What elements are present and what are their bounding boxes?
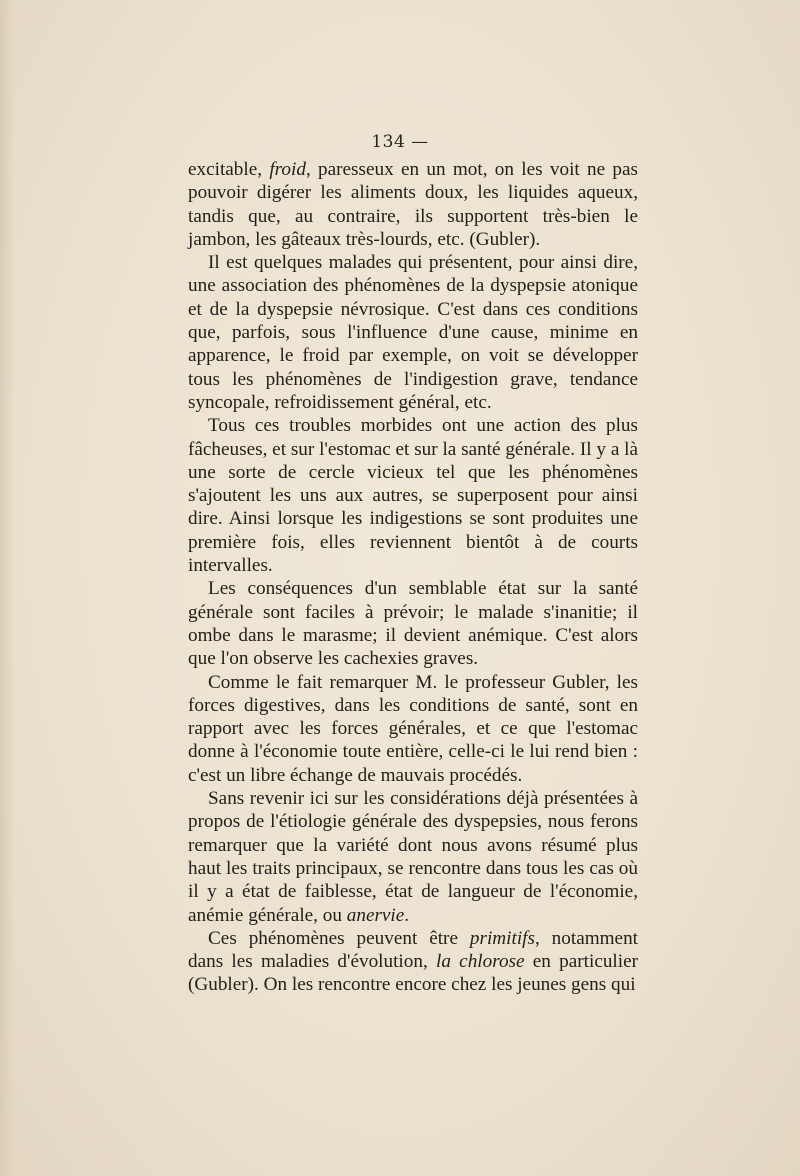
paragraph-1 — [188, 158, 638, 251]
text-segment: excitable, — [188, 159, 270, 180]
text-segment: Il est quelques malades qui présentent, pour ainsi dire, une association des phénomènes de la dyspepsie atonique et de la dyspepsie névrosique. C'est dans ces conditions que, parfois, sous l'influence d'une cause, minime en apparence, le froid par exemple, on voit se développer tous les phénomènes de l'indigestion grave, tendance syncopale, refroidissement général, etc. — [188, 252, 638, 413]
paragraph-4 — [188, 577, 638, 670]
italic-text: anervie — [346, 904, 405, 926]
text-segment: . — [404, 904, 410, 926]
text-segment: , paresseux en un mot, on les voit ne pas pouvoir digérer les aliments doux, les liquides aqueux, tandis que, au contraire, ils supportent très-bien le jambon, les gâteaux très-lourds, etc. (Gubler). — [188, 159, 639, 250]
page-number: 134 — — [371, 132, 429, 152]
paragraph-6 — [188, 787, 638, 927]
text-segment: en particulier (Gubler). On les rencontre encore chez les jeunes gens qui — [188, 951, 638, 996]
italic-text: la chlorose — [436, 951, 525, 973]
text-segment: , notamment dans les maladies d'évolution, — [188, 927, 639, 973]
paragraph-2 — [188, 251, 638, 414]
text-segment: Comme le fait remarquer M. le professeur Gubler, les forces digestives, dans les conditions de santé, sont en rapport avec les forces générales, et ce que l'estomac donne à l'économie toute entière, celle-ci le lui rend bien : c'est un libre échange de mauvais procédés. — [188, 671, 638, 786]
text-segment: Sans revenir ici sur les considérations déjà présentées à propos de l'étiologie générale des dyspepsies, nous ferons remarquer que la variété dont nous avons résumé plus haut les traits principaux, se rencontre dans tous les cas où il y a état de faiblesse, état de langueur de l'économie, anémie générale, ou — [188, 788, 638, 926]
text-segment: Tous ces troubles morbides ont une action des plus fâcheuses, et sur l'estomac et sur la santé générale. Il y a là une sorte de cercle vicieux tel que les phénomènes s'ajoutent les uns aux autres, se superposent pour ainsi dire. Ainsi lorsque les indigestions se sont produites une première fois, elles reviennent bientôt à de courts intervalles. — [188, 415, 638, 577]
paragraph-7 — [188, 927, 638, 997]
paragraph-5 — [188, 671, 638, 787]
italic-text: primitifs — [469, 927, 535, 949]
body-text — [188, 158, 638, 997]
paragraph-3 — [188, 414, 638, 577]
text-segment: Les conséquences d'un semblable état sur la santé générale sont faciles à prévoir; le malade s'inanitie; il ombe dans le marasme; il devient anémique. C'est alors que l'on observe les cachexies graves. — [188, 578, 638, 670]
italic-text: froid — [269, 159, 306, 180]
text-segment: Ces phénomènes peuvent être — [208, 927, 470, 949]
